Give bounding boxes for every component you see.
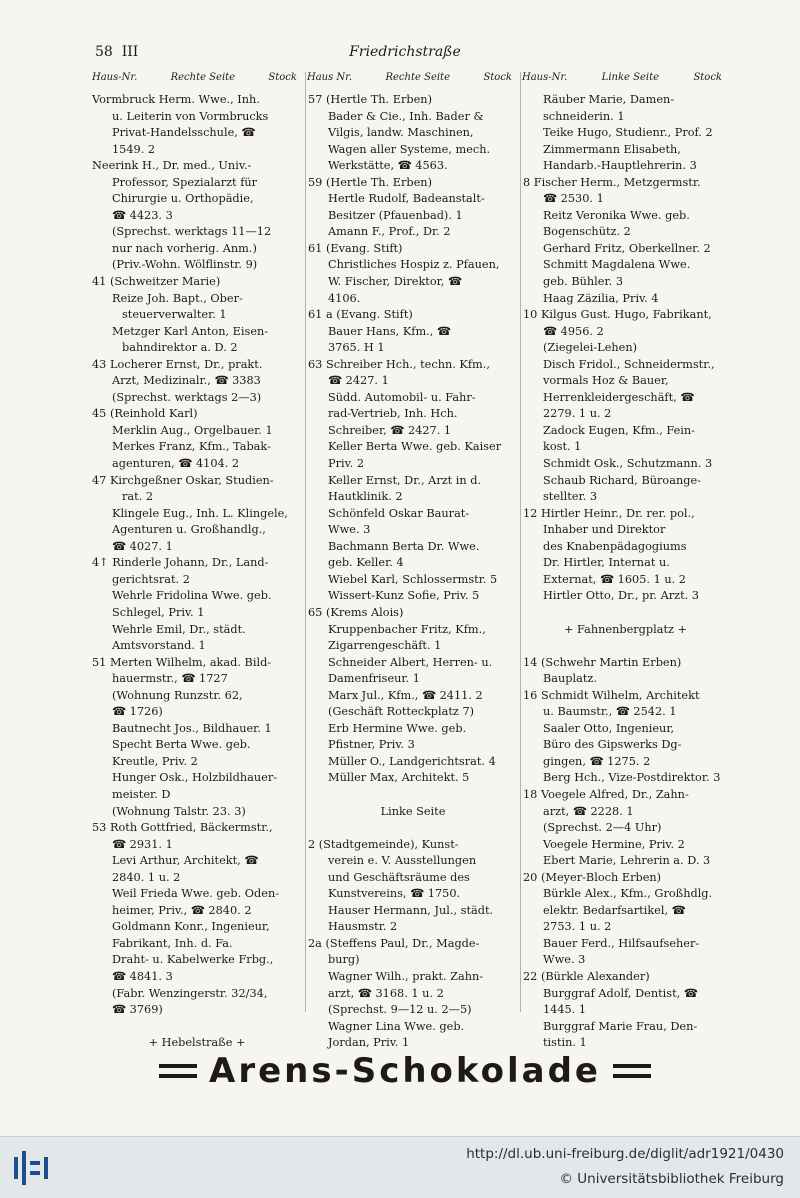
column-header-1: Haus-Nr. Rechte Seite Stock <box>92 72 297 83</box>
viewer-footer <box>0 1136 800 1198</box>
directory-line: W. Fischer, Direktor, ☎ <box>308 274 518 291</box>
directory-line: 2a (Steffens Paul, Dr., Magde- <box>308 936 518 953</box>
directory-line: Zimmermann Elisabeth, <box>523 142 728 159</box>
directory-line: 3765. H 1 <box>308 340 518 357</box>
directory-line: Bautnecht Jos., Bildhauer. 1 <box>92 721 302 738</box>
directory-line: Haag Zäzilia, Priv. 4 <box>523 291 728 308</box>
directory-line: Kunstvereins, ☎ 1750. <box>308 886 518 903</box>
directory-line: 53 Roth Gottfried, Bäckermstr., <box>92 820 302 837</box>
directory-line: Erb Hermine Wwe. geb. <box>308 721 518 738</box>
column-header-2: Haus Nr. Rechte Seite Stock <box>307 72 512 83</box>
directory-line: Handarb.-Hauptlehrerin. 3 <box>523 158 728 175</box>
directory-line: (Sprechst. 2—4 Uhr) <box>523 820 728 837</box>
directory-line: Wehrle Emil, Dr., städt. <box>92 622 302 639</box>
directory-line: (Fabr. Wenzingerstr. 32/34, <box>92 986 302 1003</box>
directory-line: Herrenkleidergeschäft, ☎ <box>523 390 728 407</box>
directory-line: Marx Jul., Kfm., ☎ 2411. 2 <box>308 688 518 705</box>
directory-line: Goldmann Konr., Ingenieur, <box>92 919 302 936</box>
directory-line: Schmitt Magdalena Wwe. <box>523 257 728 274</box>
directory-line: Schlegel, Priv. 1 <box>92 605 302 622</box>
column-headers <box>92 72 722 92</box>
directory-line <box>308 787 518 804</box>
directory-column-3 <box>523 92 728 1052</box>
directory-line: Werkstätte, ☎ 4563. <box>308 158 518 175</box>
directory-line: Berg Hch., Vize-Postdirektor. 3 <box>523 770 728 787</box>
directory-line: Hirtler Otto, Dr., pr. Arzt. 3 <box>523 588 728 605</box>
directory-line: 59 (Hertle Th. Erben) <box>308 175 518 192</box>
directory-line: u. Leiterin von Vormbrucks <box>92 109 302 126</box>
directory-line: hauermstr., ☎ 1727 <box>92 671 302 688</box>
directory-line: Priv. 2 <box>308 456 518 473</box>
directory-line: Linke Seite <box>308 804 518 821</box>
directory-line: Müller O., Landgerichtsrat. 4 <box>308 754 518 771</box>
directory-line: 14 (Schwehr Martin Erben) <box>523 655 728 672</box>
directory-line: Zigarrengeschäft. 1 <box>308 638 518 655</box>
directory-line: ☎ 4027. 1 <box>92 539 302 556</box>
directory-line: ☎ 4423. 3 <box>92 208 302 225</box>
directory-line: 4106. <box>308 291 518 308</box>
directory-line <box>523 638 728 655</box>
directory-line: Amann F., Prof., Dr. 2 <box>308 224 518 241</box>
directory-line: Schneider Albert, Herren- u. <box>308 655 518 672</box>
directory-line: (Ziegelei-Lehen) <box>523 340 728 357</box>
banner-text: Arens-Schokolade <box>209 1051 601 1091</box>
directory-line: Bauer Hans, Kfm., ☎ <box>308 324 518 341</box>
directory-line <box>308 820 518 837</box>
directory-line: Hautklinik. 2 <box>308 489 518 506</box>
directory-line: 1445. 1 <box>523 1002 728 1019</box>
directory-line: 45 (Reinhold Karl) <box>92 406 302 423</box>
directory-line: Levi Arthur, Architekt, ☎ <box>92 853 302 870</box>
directory-line: Reize Joh. Bapt., Ober- <box>92 291 302 308</box>
directory-line: Schönfeld Oskar Baurat- <box>308 506 518 523</box>
page-header <box>95 40 715 66</box>
directory-line: Schmidt Osk., Schutzmann. 3 <box>523 456 728 473</box>
directory-line: Dr. Hirtler, Internat u. <box>523 555 728 572</box>
street-title: Friedrichstraße <box>95 44 715 60</box>
directory-line: Reitz Veronika Wwe. geb. <box>523 208 728 225</box>
directory-column-1 <box>92 92 302 1052</box>
directory-line: Hunger Osk., Holzbildhauer- <box>92 770 302 787</box>
directory-line: schneiderin. 1 <box>523 109 728 126</box>
directory-line: 51 Merten Wilhelm, akad. Bild- <box>92 655 302 672</box>
directory-line: 20 (Meyer-Bloch Erben) <box>523 870 728 887</box>
directory-line: 12 Hirtler Heinr., Dr. rer. pol., <box>523 506 728 523</box>
directory-line: Jordan, Priv. 1 <box>308 1035 518 1052</box>
directory-line: bahndirektor a. D. 2 <box>92 340 302 357</box>
directory-line: 2 (Stadtgemeinde), Kunst- <box>308 837 518 854</box>
banner-rule <box>159 1064 197 1078</box>
directory-line: (Sprechst. 9—12 u. 2—5) <box>308 1002 518 1019</box>
directory-line: Draht- u. Kabelwerke Frbg., <box>92 952 302 969</box>
page-number: 58 III <box>95 44 138 60</box>
directory-line: Vilgis, landw. Maschinen, <box>308 125 518 142</box>
directory-line: Burggraf Marie Frau, Den- <box>523 1019 728 1036</box>
directory-line: Wagner Wilh., prakt. Zahn- <box>308 969 518 986</box>
directory-line: rad-Vertrieb, Inh. Hch. <box>308 406 518 423</box>
directory-line: agenturen, ☎ 4104. 2 <box>92 456 302 473</box>
directory-line: Bürkle Alex., Kfm., Großhdlg. <box>523 886 728 903</box>
directory-line: Gerhard Fritz, Oberkellner. 2 <box>523 241 728 258</box>
directory-line: burg) <box>308 952 518 969</box>
directory-line: Weil Frieda Wwe. geb. Oden- <box>92 886 302 903</box>
directory-line: arzt, ☎ 2228. 1 <box>523 804 728 821</box>
directory-line: Pfistner, Priv. 3 <box>308 737 518 754</box>
directory-line: Besitzer (Pfauenbad). 1 <box>308 208 518 225</box>
directory-line: Zadock Eugen, Kfm., Fein- <box>523 423 728 440</box>
directory-line: heimer, Priv., ☎ 2840. 2 <box>92 903 302 920</box>
directory-line: Hauser Hermann, Jul., städt. <box>308 903 518 920</box>
directory-line: Externat, ☎ 1605. 1 u. 2 <box>523 572 728 589</box>
directory-line: rat. 2 <box>92 489 302 506</box>
directory-line: Privat-Handelsschule, ☎ <box>92 125 302 142</box>
directory-line: Teike Hugo, Studienr., Prof. 2 <box>523 125 728 142</box>
directory-line: Voegele Hermine, Priv. 2 <box>523 837 728 854</box>
advertisement-banner <box>95 1049 715 1093</box>
directory-line: Agenturen u. Großhandlg., <box>92 522 302 539</box>
library-logo-icon <box>14 1151 48 1185</box>
directory-line: Fabrikant, Inh. d. Fa. <box>92 936 302 953</box>
directory-line: Wissert-Kunz Sofie, Priv. 5 <box>308 588 518 605</box>
directory-line: ☎ 2931. 1 <box>92 837 302 854</box>
directory-line: Professor, Spezialarzt für <box>92 175 302 192</box>
directory-line: Bogenschütz. 2 <box>523 224 728 241</box>
directory-line: Wehrle Fridolina Wwe. geb. <box>92 588 302 605</box>
directory-line: 47 Kirchgeßner Oskar, Studien- <box>92 473 302 490</box>
directory-line: (Wohnung Runzstr. 62, <box>92 688 302 705</box>
directory-line: Chirurgie u. Orthopädie, <box>92 191 302 208</box>
directory-line: (Priv.-Wohn. Wölflinstr. 9) <box>92 257 302 274</box>
directory-line: Keller Berta Wwe. geb. Kaiser <box>308 439 518 456</box>
column-divider <box>305 72 306 1012</box>
directory-line: Inhaber und Direktor <box>523 522 728 539</box>
directory-line: Kreutle, Priv. 2 <box>92 754 302 771</box>
directory-line: Vormbruck Herm. Wwe., Inh. <box>92 92 302 109</box>
directory-line: (Sprechst. werktags 2—3) <box>92 390 302 407</box>
directory-line: 63 Schreiber Hch., techn. Kfm., <box>308 357 518 374</box>
directory-line: Wagner Lina Wwe. geb. <box>308 1019 518 1036</box>
directory-line: 1549. 2 <box>92 142 302 159</box>
directory-line: Hausmstr. 2 <box>308 919 518 936</box>
directory-line: ☎ 2427. 1 <box>308 373 518 390</box>
directory-line: u. Baumstr., ☎ 2542. 1 <box>523 704 728 721</box>
directory-line: (Sprechst. werktags 11—12 <box>92 224 302 241</box>
directory-line: Schreiber, ☎ 2427. 1 <box>308 423 518 440</box>
directory-line: verein e. V. Ausstellungen <box>308 853 518 870</box>
directory-line: 2840. 1 u. 2 <box>92 870 302 887</box>
directory-line: Hertle Rudolf, Badeanstalt- <box>308 191 518 208</box>
directory-line: Kruppenbacher Fritz, Kfm., <box>308 622 518 639</box>
directory-line: Ebert Marie, Lehrerin a. D. 3 <box>523 853 728 870</box>
directory-line <box>92 1019 302 1036</box>
directory-line: Klingele Eug., Inh. L. Klingele, <box>92 506 302 523</box>
directory-line: Merklin Aug., Orgelbauer. 1 <box>92 423 302 440</box>
directory-line: geb. Bühler. 3 <box>523 274 728 291</box>
directory-line: 22 (Bürkle Alexander) <box>523 969 728 986</box>
directory-line: Südd. Automobil- u. Fahr- <box>308 390 518 407</box>
directory-line: Schaub Richard, Büroange- <box>523 473 728 490</box>
directory-line: gerichtsrat. 2 <box>92 572 302 589</box>
directory-line: + Fahnenbergplatz + <box>523 622 728 639</box>
directory-line: 4↑ Rinderle Johann, Dr., Land- <box>92 555 302 572</box>
directory-line: vormals Hoz & Bauer, <box>523 373 728 390</box>
directory-line: Büro des Gipswerks Dg- <box>523 737 728 754</box>
directory-line: Christliches Hospiz z. Pfauen, <box>308 257 518 274</box>
directory-line: ☎ 4956. 2 <box>523 324 728 341</box>
directory-line: Arzt, Medizinalr., ☎ 3383 <box>92 373 302 390</box>
directory-line: steuerverwalter. 1 <box>92 307 302 324</box>
directory-line: geb. Keller. 4 <box>308 555 518 572</box>
directory-line: Bauer Ferd., Hilfsaufseher- <box>523 936 728 953</box>
directory-line: (Wohnung Talstr. 23. 3) <box>92 804 302 821</box>
directory-line: Metzger Karl Anton, Eisen- <box>92 324 302 341</box>
directory-line: Keller Ernst, Dr., Arzt in d. <box>308 473 518 490</box>
directory-line: Bader & Cie., Inh. Bader & <box>308 109 518 126</box>
directory-line: nur nach vorherig. Anm.) <box>92 241 302 258</box>
copyright-notice: © Universitätsbibliothek Freiburg <box>559 1171 784 1187</box>
directory-line: 57 (Hertle Th. Erben) <box>308 92 518 109</box>
directory-line: und Geschäftsräume des <box>308 870 518 887</box>
directory-line: Wwe. 3 <box>523 952 728 969</box>
directory-line: tistin. 1 <box>523 1035 728 1052</box>
directory-line: 16 Schmidt Wilhelm, Architekt <box>523 688 728 705</box>
directory-line: Neerink H., Dr. med., Univ.- <box>92 158 302 175</box>
directory-line: 2279. 1 u. 2 <box>523 406 728 423</box>
directory-line: meister. D <box>92 787 302 804</box>
directory-line: Wagen aller Systeme, mech. <box>308 142 518 159</box>
directory-line: 41 (Schweitzer Marie) <box>92 274 302 291</box>
directory-line: 61 (Evang. Stift) <box>308 241 518 258</box>
directory-line: Räuber Marie, Damen- <box>523 92 728 109</box>
directory-line: ☎ 3769) <box>92 1002 302 1019</box>
directory-line: Merkes Franz, Kfm., Tabak- <box>92 439 302 456</box>
directory-line: Wiebel Karl, Schlossermstr. 5 <box>308 572 518 589</box>
directory-line: Damenfriseur. 1 <box>308 671 518 688</box>
directory-line: ☎ 2530. 1 <box>523 191 728 208</box>
directory-column-2 <box>308 92 518 1052</box>
directory-line: 61 a (Evang. Stift) <box>308 307 518 324</box>
column-header-3: Haus-Nr. Linke Seite Stock <box>522 72 722 83</box>
directory-line: 43 Locherer Ernst, Dr., prakt. <box>92 357 302 374</box>
directory-line: 65 (Krems Alois) <box>308 605 518 622</box>
directory-line: Bachmann Berta Dr. Wwe. <box>308 539 518 556</box>
column-divider <box>520 72 521 1012</box>
directory-line: Wwe. 3 <box>308 522 518 539</box>
directory-line: Saaler Otto, Ingenieur, <box>523 721 728 738</box>
directory-line <box>523 605 728 622</box>
directory-line: 8 Fischer Herm., Metzgermstr. <box>523 175 728 192</box>
directory-line: gingen, ☎ 1275. 2 <box>523 754 728 771</box>
directory-line: Müller Max, Architekt. 5 <box>308 770 518 787</box>
directory-line: (Geschäft Rotteckplatz 7) <box>308 704 518 721</box>
directory-line: + Hebelstraße + <box>92 1035 302 1052</box>
directory-line: stellter. 3 <box>523 489 728 506</box>
directory-line: Bauplatz. <box>523 671 728 688</box>
directory-line: Disch Fridol., Schneidermstr., <box>523 357 728 374</box>
directory-line: elektr. Bedarfsartikel, ☎ <box>523 903 728 920</box>
banner-rule <box>613 1064 651 1078</box>
directory-line: Amtsvorstand. 1 <box>92 638 302 655</box>
directory-line: ☎ 1726) <box>92 704 302 721</box>
source-url-link[interactable]: http://dl.ub.uni-freiburg.de/diglit/adr1921/0430 <box>466 1146 784 1162</box>
directory-line: ☎ 4841. 3 <box>92 969 302 986</box>
directory-line: Specht Berta Wwe. geb. <box>92 737 302 754</box>
directory-line: 18 Voegele Alfred, Dr., Zahn- <box>523 787 728 804</box>
directory-line: Burggraf Adolf, Dentist, ☎ <box>523 986 728 1003</box>
directory-line: kost. 1 <box>523 439 728 456</box>
directory-line: 2753. 1 u. 2 <box>523 919 728 936</box>
directory-line: des Knabenpädagogiums <box>523 539 728 556</box>
directory-line: arzt, ☎ 3168. 1 u. 2 <box>308 986 518 1003</box>
directory-line: 10 Kilgus Gust. Hugo, Fabrikant, <box>523 307 728 324</box>
